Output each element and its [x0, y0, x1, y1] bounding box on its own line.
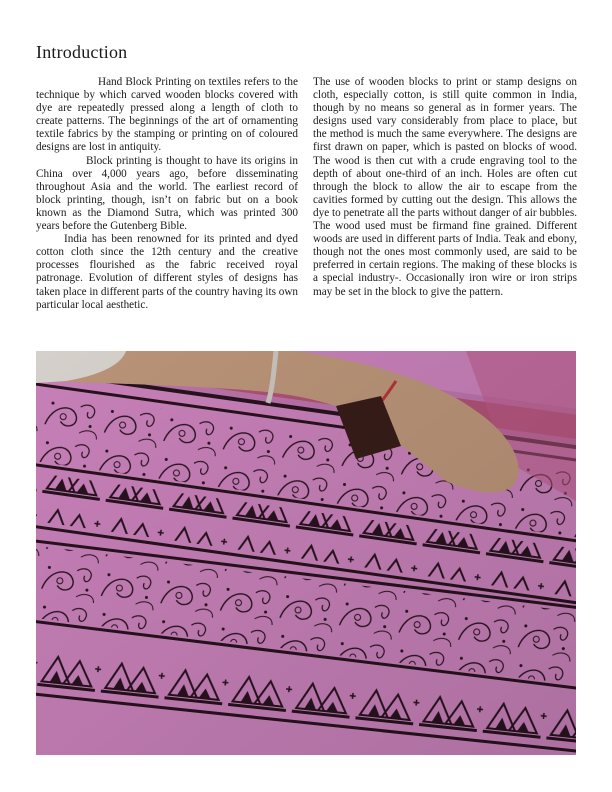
right-column: [313, 76, 577, 299]
block-printing-photo: [36, 351, 576, 755]
paragraph-origins: Block printing is thought to have its origins in China over 4,000 years ago, before disseminating throughout Asia and the world. The earliest record of block printing, though, isn’t on fabric but on a book known as the Diamond Sutra, which was printed 300 years before the Gutenberg Bible.: [36, 154, 298, 233]
paragraph-method: The use of wooden blocks to print or stamp designs on cloth, especially cotton, is still quite common in India, though by no means so general as in former years. The designs used vary considerably from place to place, but the method is much the same everywhere. The designs are first drawn on paper, which is pasted on blocks of wood. The wood is then cut with a crude engraving tool to the depth of about one-third of an inch. Holes are often cut through the block to allow the air to escape from the cavities formed by cutting out the design. This allows the dye to penetrate all the parts without danger of air bubbles. The wood used must be firmand fine grained. Different woods are used in different parts of India. Teak and ebony, though not the ones most commonly used, are said to be preferred in certain regions. The making of these blocks is a special industry-. Occasionally iron wire or iron strips may be set in the block to give the pattern.: [313, 76, 577, 298]
page-title: Introduction: [36, 42, 128, 62]
paragraph-india: India has been renowned for its printed and dyed cotton cloth since the 12th century and the creative processes flourished as the fabric received royal patronage. Evolution of different styles of designs has taken place in different parts of the country having its own particular local aesthetic.: [36, 233, 298, 311]
paragraph-intro: Hand Block Printing on textiles refers to the technique by which carved wooden blocks covered with dye are repeatedly pressed along a length of cloth to create patterns. The beginnings of the art of ornamenting textile fabrics by the stamping or printing on of coloured designs are lost in antiquity.: [36, 76, 298, 154]
left-column: [36, 76, 298, 312]
